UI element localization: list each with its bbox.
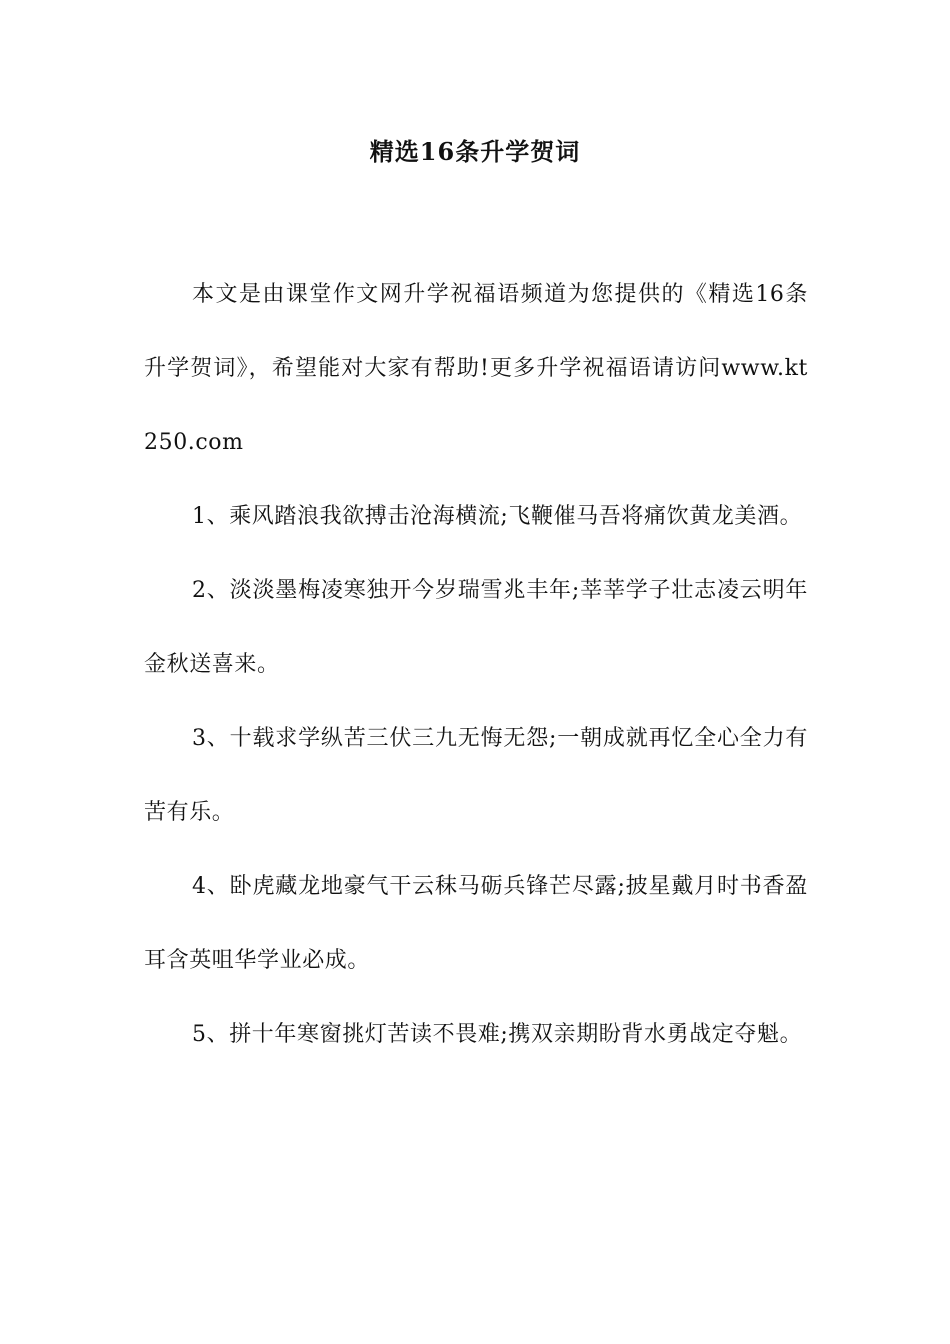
document-body (144, 258, 808, 1072)
blessing-item-1: 1、乘风踏浪我欲搏击沧海横流;飞鞭催马吾将痛饮黄龙美酒。 (192, 504, 803, 529)
blessing-item-2: 2、淡淡墨梅凌寒独开今岁瑞雪兆丰年;莘莘学子壮志凌云明年金秋送喜来。 (144, 578, 808, 677)
blessing-item-4: 4、卧虎藏龙地豪气干云秣马砺兵锋芒尽露;披星戴月时书香盈耳含英咀华学业必成。 (144, 874, 808, 973)
document-title: 精选16条升学贺词 (369, 137, 581, 166)
blessing-item-5: 5、拼十年寒窗挑灯苦读不畏难;携双亲期盼背水勇战定夺魁。 (192, 1022, 803, 1047)
intro-paragraph: 本文是由课堂作文网升学祝福语频道为您提供的《精选16条升学贺词》，希望能对大家有帮助!更多升学祝福语请访问www.kt250.com (144, 282, 808, 455)
blessing-item-3: 3、十载求学纵苦三伏三九无悔无怨;一朝成就再忆全心全力有苦有乐。 (144, 726, 808, 825)
